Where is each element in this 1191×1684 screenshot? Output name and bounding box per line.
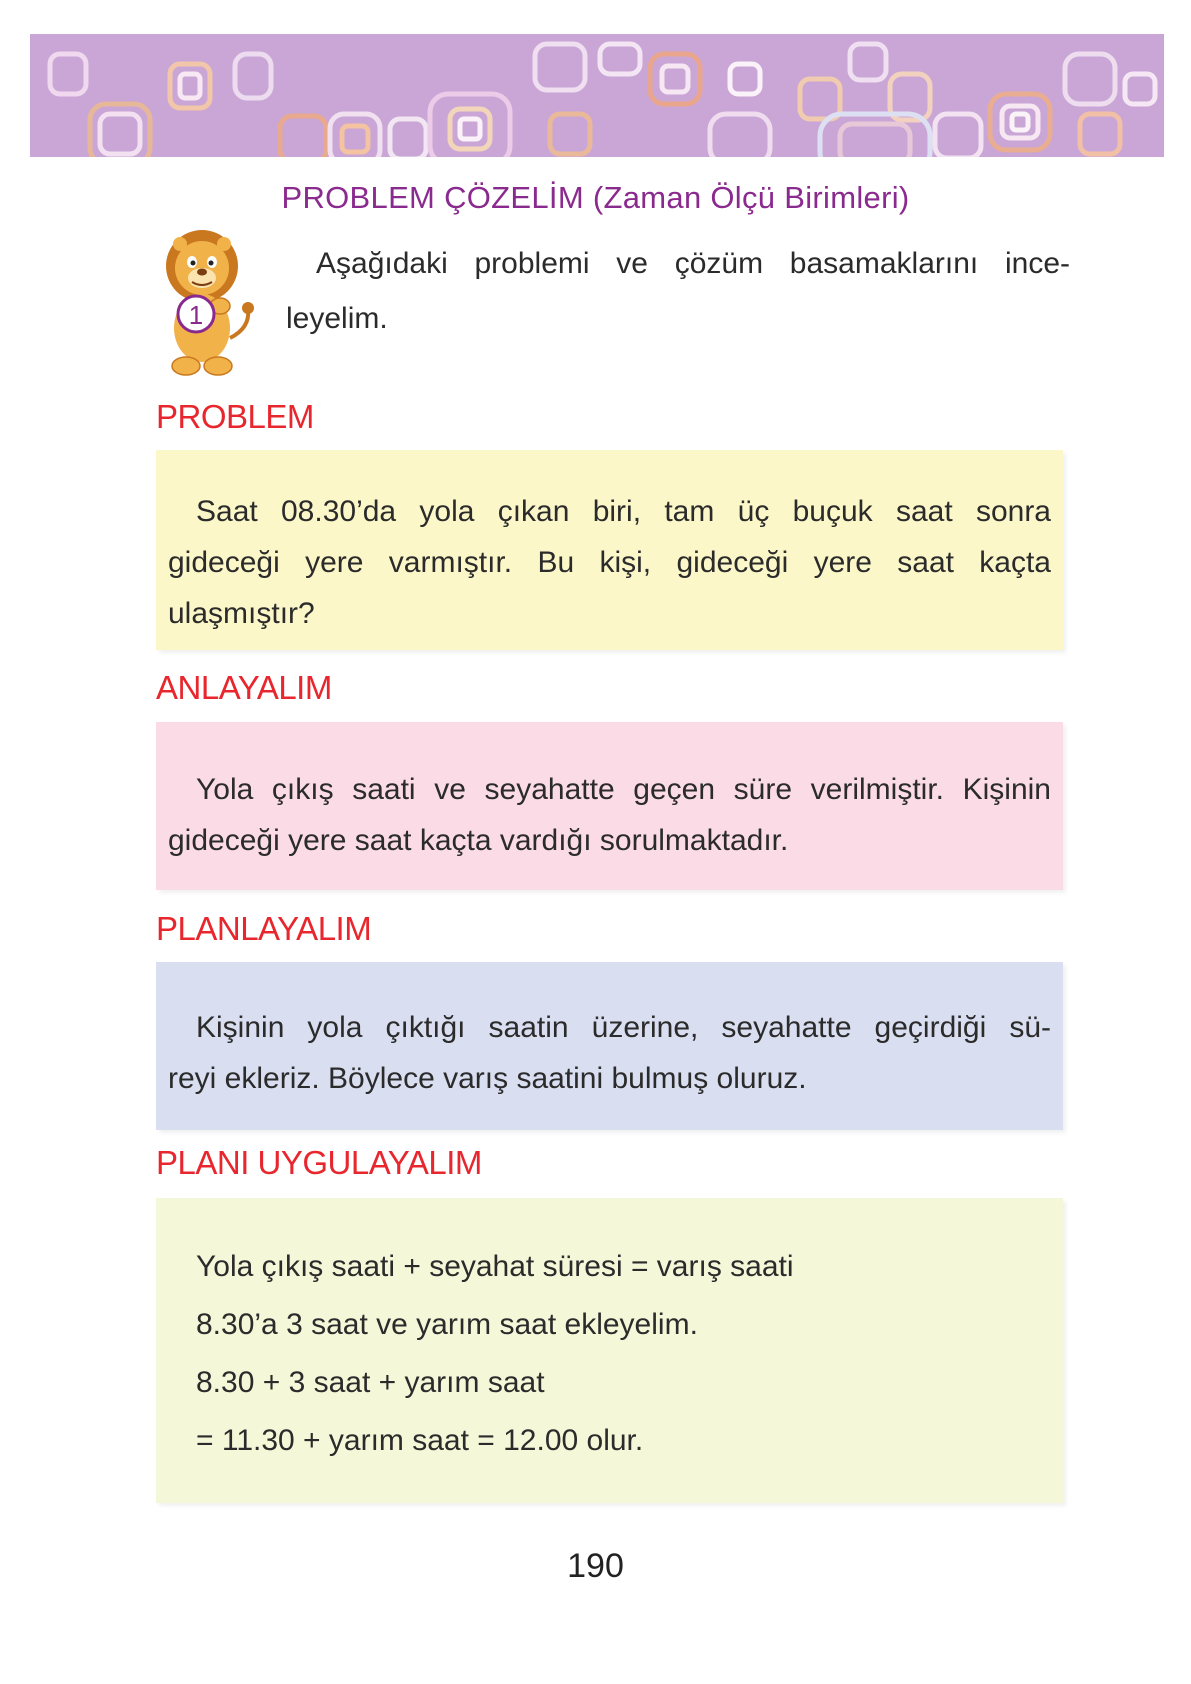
problem-line-2: gideceği yere varmıştır. Bu kişi, gideceği yere saat kaçta [168, 546, 1051, 579]
anlayalim-heading: ANLAYALIM [156, 669, 332, 706]
uygulayalim-line-2: 8.30’a 3 saat ve yarım saat ekleyelim. [196, 1308, 698, 1341]
decorative-banner [30, 34, 1164, 157]
uygulayalim-line-3: 8.30 + 3 saat + yarım saat [196, 1366, 545, 1399]
step-number-badge: 1 [188, 300, 204, 330]
planlayalim-box [156, 962, 1063, 1130]
uygulayalim-box [156, 1198, 1063, 1503]
uygulayalim-line-1: Yola çıkış saati + seyahat süresi = varış saati [196, 1250, 794, 1283]
page-number: 190 [567, 1547, 624, 1585]
problem-box [156, 450, 1063, 650]
page-title: PROBLEM ÇÖZELİM (Zaman Ölçü Birimleri) [281, 180, 910, 215]
anlayalim-line-2: gideceği yere saat kaçta vardığı sorulmaktadır. [168, 824, 789, 857]
anlayalim-box [156, 722, 1063, 890]
problem-line-1: Saat 08.30’da yola çıkan biri, tam üç buçuk saat sonra [196, 495, 1051, 528]
uygulayalim-heading: PLANI UYGULAYALIM [156, 1144, 482, 1181]
problem-line-3: ulaşmıştır? [168, 597, 315, 630]
planlayalim-line-1: Kişinin yola çıktığı saatin üzerine, seyahatte geçirdiği sü- [196, 1011, 1051, 1044]
problem-heading: PROBLEM [156, 398, 314, 435]
intro-line-1: Aşağıdaki problemi ve çözüm basamaklarını ince- [316, 247, 1070, 280]
anlayalim-line-1: Yola çıkış saati ve seyahatte geçen süre verilmiştir. Kişinin [196, 773, 1051, 806]
intro-line-2: leyelim. [286, 302, 388, 335]
lion-mascot-icon [150, 228, 262, 388]
planlayalim-heading: PLANLAYALIM [156, 910, 372, 947]
planlayalim-line-2: reyi ekleriz. Böylece varış saatini bulmuş oluruz. [168, 1062, 807, 1095]
intro-text [286, 236, 1070, 346]
uygulayalim-line-4: = 11.30 + yarım saat = 12.00 olur. [196, 1424, 644, 1457]
